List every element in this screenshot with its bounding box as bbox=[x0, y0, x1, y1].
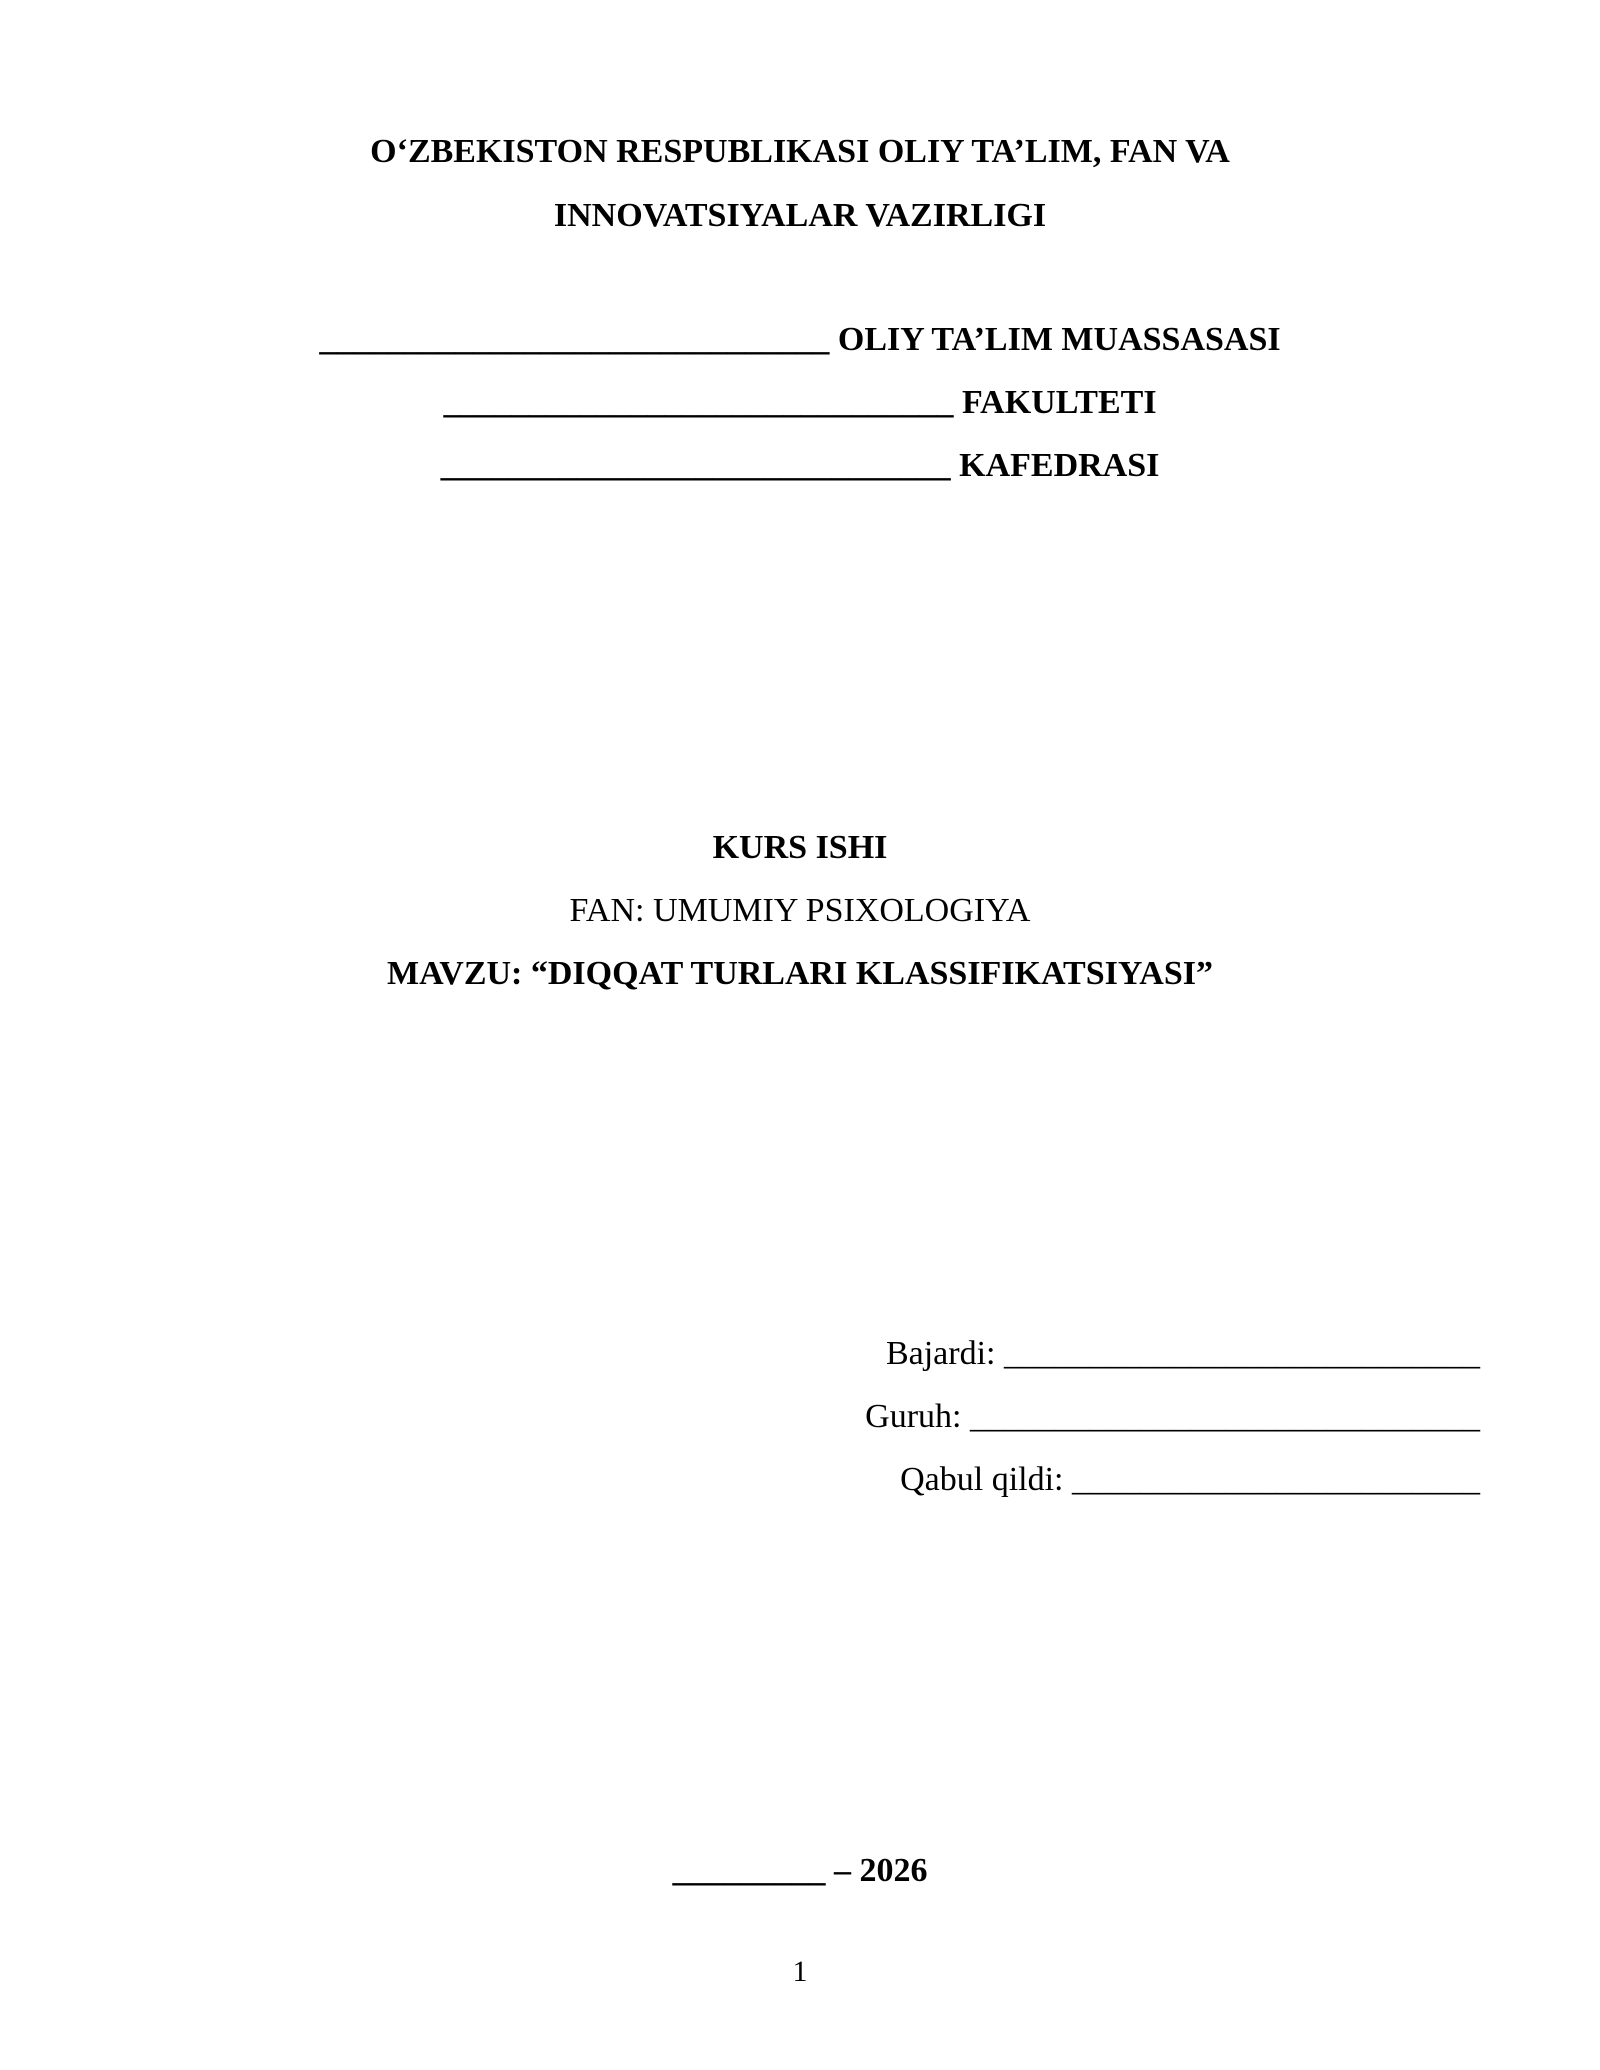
institution-line: ______________________________ OLIY TA’LIM MUASSASASI bbox=[319, 321, 1281, 358]
faculty-line: ______________________________ FAKULTETI bbox=[443, 384, 1157, 421]
group-field: Guruh: ______________________________ bbox=[865, 1398, 1480, 1435]
done-by-field: Bajardi: ____________________________ bbox=[885, 1335, 1480, 1372]
accepted-by-field: Qabul qildi: ________________________ bbox=[900, 1461, 1480, 1498]
page-number: 1 bbox=[792, 1955, 808, 1988]
topic-line: MAVZU: “DIQQAT TURLARI KLASSIFIKATSIYASI” bbox=[387, 955, 1213, 992]
document-type: KURS ISHI bbox=[712, 829, 888, 866]
ministry-title-line1: O‘ZBEKISTON RESPUBLIKASI OLIY TA’LIM, FAN VA bbox=[370, 133, 1230, 170]
department-line: ______________________________ KAFEDRASI bbox=[440, 447, 1160, 484]
subject-line: FAN: UMUMIY PSIXOLOGIYA bbox=[569, 892, 1031, 929]
ministry-title-line2: INNOVATSIYALAR VAZIRLIGI bbox=[553, 197, 1047, 234]
year-line: _________ – 2026 bbox=[672, 1852, 928, 1889]
